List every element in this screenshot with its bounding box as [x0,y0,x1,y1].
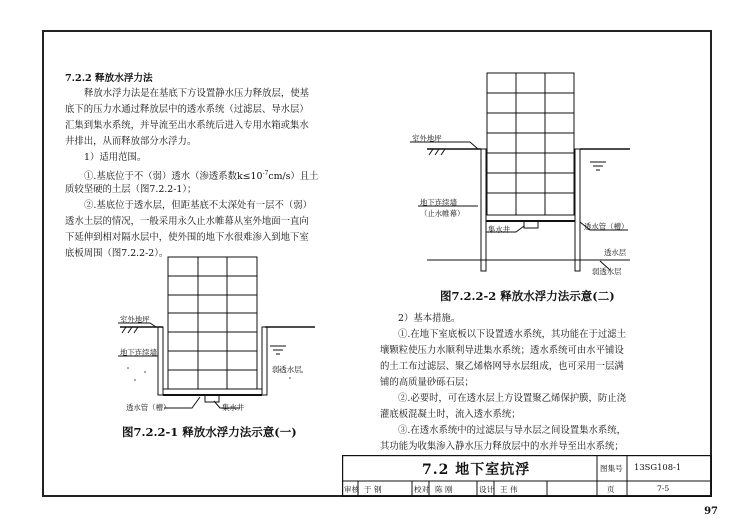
atlas-label: 图集号 [600,464,623,473]
item2-line4: 底板周围（图7.2.2-2）。 [65,248,169,259]
fig1-caption: 图7.2.2-1 释放水浮力法示意(一) [122,425,297,439]
fig2-label-ground: 室外地坪 [412,134,442,143]
design-label: 设计 [479,485,495,494]
para1-line2: 底下的压力水通过释放层中的透水系统（过滤层、导水层） [65,104,309,115]
fig2-caption: 图7.2.2-2 释放水浮力法示意(二) [440,289,615,303]
fig1-label-pipe: 透水管（槽） [126,403,171,412]
fig1-label-ground: 室外地坪 [120,315,150,324]
item2-line3: 下延伸到相对隔水层中，使外围的地下水很难渗入到地下室 [65,232,309,243]
m1-line1: ①.在地下室底板以下设置透水系统，其功能在于过滤土 [398,329,626,340]
scope-title: 1）适用范围。 [84,152,147,163]
review-name: 于 钢 [364,485,382,494]
page-label: 页 [607,485,615,494]
m1-line3: 的土工布过滤层、聚乙烯格网导水层组成，也可采用一层满 [380,361,624,372]
design-name: 王 伟 [500,485,518,494]
fig1-building [168,257,257,389]
fig2-building [487,73,574,215]
fig2-label-curtain: （止水帷幕） [420,209,465,218]
item1-line1: ①.基底位于不（弱）透水（渗透系数$k\le 10^{-7}cm/s$）且土 [84,170,319,183]
title-block [342,455,712,497]
fig2-label-well: 集水井 [488,225,511,234]
fig2-label-pipe: 透水管（槽） [584,222,629,231]
m2-line1: ②.必要时，可在透水层上方设置聚乙烯保护膜，防止浇 [398,393,626,404]
atlas-number: 13SG108-1 [634,462,682,472]
fig2-label-permeable: 透水层 [604,248,627,257]
item2-line2: 透水土层的情况，一般采用永久止水帷幕从室外地面一直向 [65,216,309,227]
para1-line4: 井排出，从而释放部分水浮力。 [65,136,197,147]
para1-line1: 释放水浮力法是在基底下方设置静水压力释放层，使基 [84,88,310,99]
page-number: 97 [704,506,718,517]
m1-line2: 壤颗粒使压力水顺利导进集水系统；透水系统可由水平铺设 [380,345,624,356]
fig1-label-wall: 地下连续墙 [120,348,157,357]
fig1-label-well: 集水井 [222,403,245,412]
para1-line3: 汇集到集水系统，并导流至出水系统后进入专用水箱或集水 [65,120,309,131]
fig1-label-weak: 弱透水层 [272,365,302,374]
fig2-label-wall: 地下连续墙 [420,198,457,207]
fig2-label-weak: 弱透水层 [592,267,622,276]
m1-line4: 铺的高质量砂砾石层； [380,377,474,388]
check-name: 陈 刚 [435,485,453,494]
check-label: 校对 [414,485,430,494]
review-label: 审核 [344,485,360,494]
m3-line2: 其功能为收集渗入静水压力释放层中的水并导至出水系统； [380,441,624,452]
item2-line1: ②.基底位于透水层，但距基底不太深处有一层不（弱） [84,200,312,211]
section-heading: 7.2.2 释放水浮力法 [65,73,153,84]
page-code: 7-5 [657,484,670,493]
title-block-title: 7.2 地下室抗浮 [422,462,531,478]
item1-line2: 质较坚硬的土层（图7.2.2-1）； [65,184,197,195]
m2-line2: 灌底板混凝土时，流入透水系统； [380,409,521,420]
measures-title: 2）基本措施。 [398,313,461,324]
m3-line1: ③.在透水系统中的过滤层与导水层之间设置集水系统， [398,425,626,436]
